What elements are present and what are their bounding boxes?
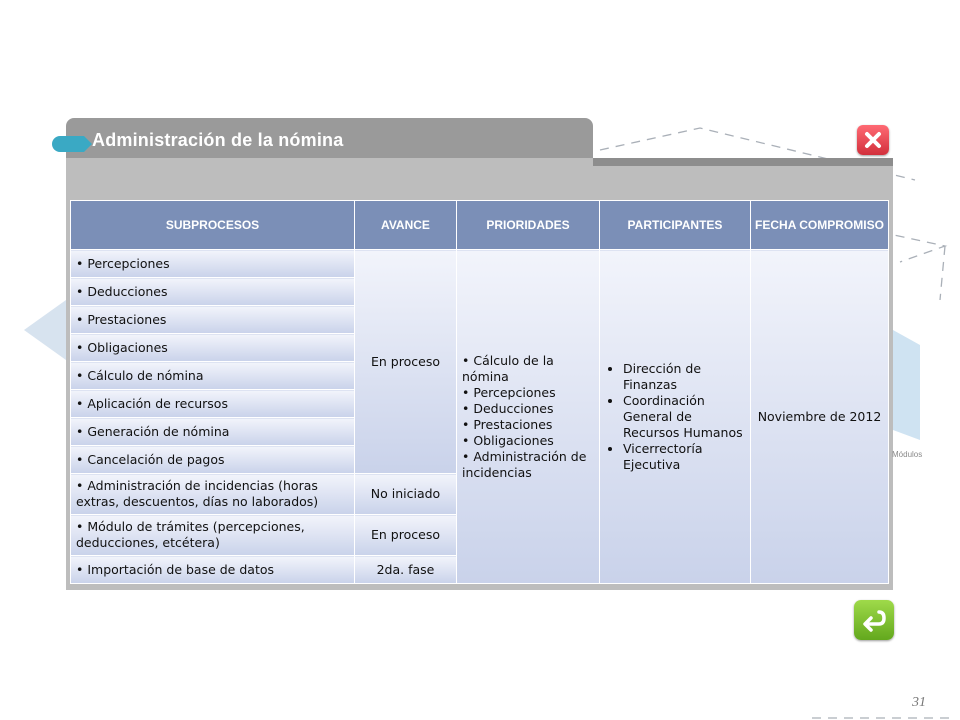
header-avance: AVANCE	[355, 201, 457, 250]
participante-item: • Dirección de Finanzas	[623, 361, 745, 393]
close-button[interactable]	[857, 125, 889, 155]
subproceso-cell: • Prestaciones	[71, 306, 355, 334]
subproceso-cell: • Administración de incidencias (horas extras, descuentos, días no laborados)	[71, 474, 355, 515]
subproceso-cell: • Cancelación de pagos	[71, 446, 355, 474]
header-subprocesos: SUBPROCESOS	[71, 201, 355, 250]
subproceso-cell: • Obligaciones	[71, 334, 355, 362]
title-arrow-icon	[52, 136, 84, 152]
back-button[interactable]	[854, 600, 894, 640]
fecha-compromiso-cell: Noviembre de 2012	[751, 250, 889, 584]
back-arrow-icon	[861, 608, 887, 632]
subproceso-cell: • Percepciones	[71, 250, 355, 278]
nomina-table	[70, 200, 889, 584]
prioridad-item: • Deducciones	[462, 400, 554, 416]
subproceso-cell: • Generación de nómina	[71, 418, 355, 446]
subproceso-cell: • Importación de base de datos	[71, 556, 355, 584]
avance-cell: En proceso	[355, 515, 457, 556]
participantes-cell	[600, 250, 751, 584]
table-header-row	[71, 201, 889, 250]
participante-item: • Coordinación General de Recursos Humanos	[623, 393, 745, 441]
header-fecha-compromiso: FECHA COMPROMISO	[751, 201, 889, 250]
background-label: Módulos	[892, 450, 923, 459]
page-number: 31	[912, 695, 926, 710]
prioridad-item: • Obligaciones	[462, 432, 554, 448]
avance-cell: 2da. fase	[355, 556, 457, 584]
participante-item: • Vicerrectoría Ejecutiva	[623, 441, 745, 473]
page-title: Administración de la nómina	[92, 130, 344, 150]
panel-top-strip	[593, 158, 893, 166]
subproceso-cell: • Deducciones	[71, 278, 355, 306]
header-prioridades: PRIORIDADES	[457, 201, 600, 250]
prioridad-item: • Prestaciones	[462, 416, 553, 432]
subproceso-cell: • Aplicación de recursos	[71, 390, 355, 418]
avance-cell: No iniciado	[355, 474, 457, 515]
avance-cell: En proceso	[355, 250, 457, 474]
prioridad-item: • Cálculo de la nómina	[462, 352, 554, 384]
header-participantes: PARTICIPANTES	[600, 201, 751, 250]
table-row	[71, 250, 889, 278]
close-icon	[864, 131, 882, 149]
prioridad-item: • Percepciones	[462, 384, 556, 400]
prioridades-cell	[457, 250, 600, 584]
subproceso-cell: • Cálculo de nómina	[71, 362, 355, 390]
subproceso-cell: • Módulo de trámites (percepciones, deducciones, etcétera)	[71, 515, 355, 556]
prioridad-item: • Administración de incidencias	[462, 448, 587, 480]
